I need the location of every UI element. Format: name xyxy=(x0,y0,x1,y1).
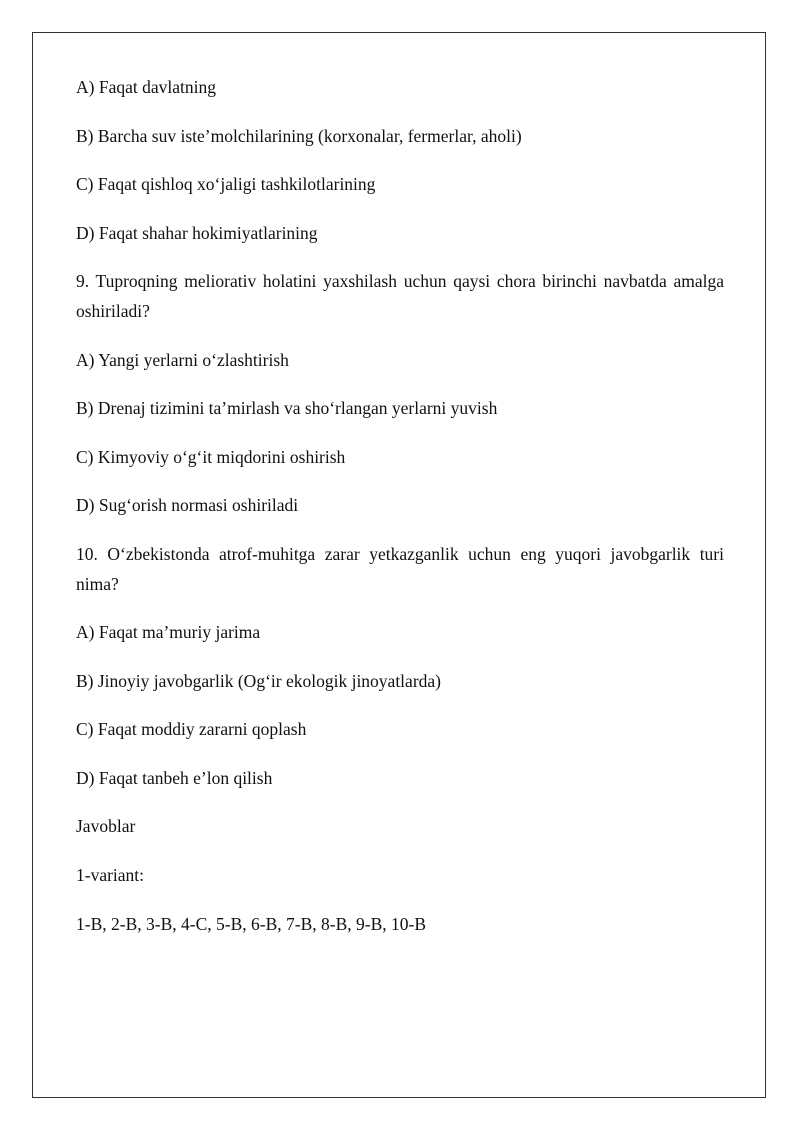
document-content xyxy=(76,72,724,939)
q8-option-c: C) Faqat qishloq xo‘jaligi tashkilotlarining xyxy=(76,174,376,194)
q9-option-a: A) Yangi yerlarni o‘zlashtirish xyxy=(76,349,289,370)
q10-option-a: A) Faqat ma’muriy jarima xyxy=(76,622,261,642)
question-10: 10. O‘zbekistonda atrof-muhitga zarar yetkazganlik uchun eng yuqori javobgarlik turi nima? xyxy=(76,543,724,594)
q9-option-d: D) Sug‘orish normasi oshiriladi xyxy=(76,495,299,515)
q8-option-d: D) Faqat shahar hokimiyatlarining xyxy=(76,222,318,243)
question-9: 9. Tuproqning meliorativ holatini yaxshilash uchun qaysi chora birinchi navbatda amalga oshiriladi? xyxy=(76,271,724,321)
q10-option-c: C) Faqat moddiy zararni qoplash xyxy=(76,719,307,739)
q10-option-b: B) Jinoyiy javobgarlik (Og‘ir ekologik jinoyatlarda) xyxy=(76,670,441,691)
q9-option-c: C) Kimyoviy o‘g‘it miqdorini oshirish xyxy=(76,446,346,467)
answers-heading: Javoblar xyxy=(76,816,136,836)
answers-key: 1-B, 2-B, 3-B, 4-C, 5-B, 6-B, 7-B, 8-B, 9-B, 10-B xyxy=(76,914,426,934)
q10-option-d: D) Faqat tanbeh e’lon qilish xyxy=(76,767,273,788)
q8-option-a: A) Faqat davlatning xyxy=(76,77,216,97)
q8-option-b: B) Barcha suv iste’molchilarining (korxonalar, fermerlar, aholi) xyxy=(76,125,522,146)
answers-variant-label: 1-variant: xyxy=(76,865,145,885)
q9-option-b: B) Drenaj tizimini ta’mirlash va sho‘rlangan yerlarni yuvish xyxy=(76,398,498,418)
